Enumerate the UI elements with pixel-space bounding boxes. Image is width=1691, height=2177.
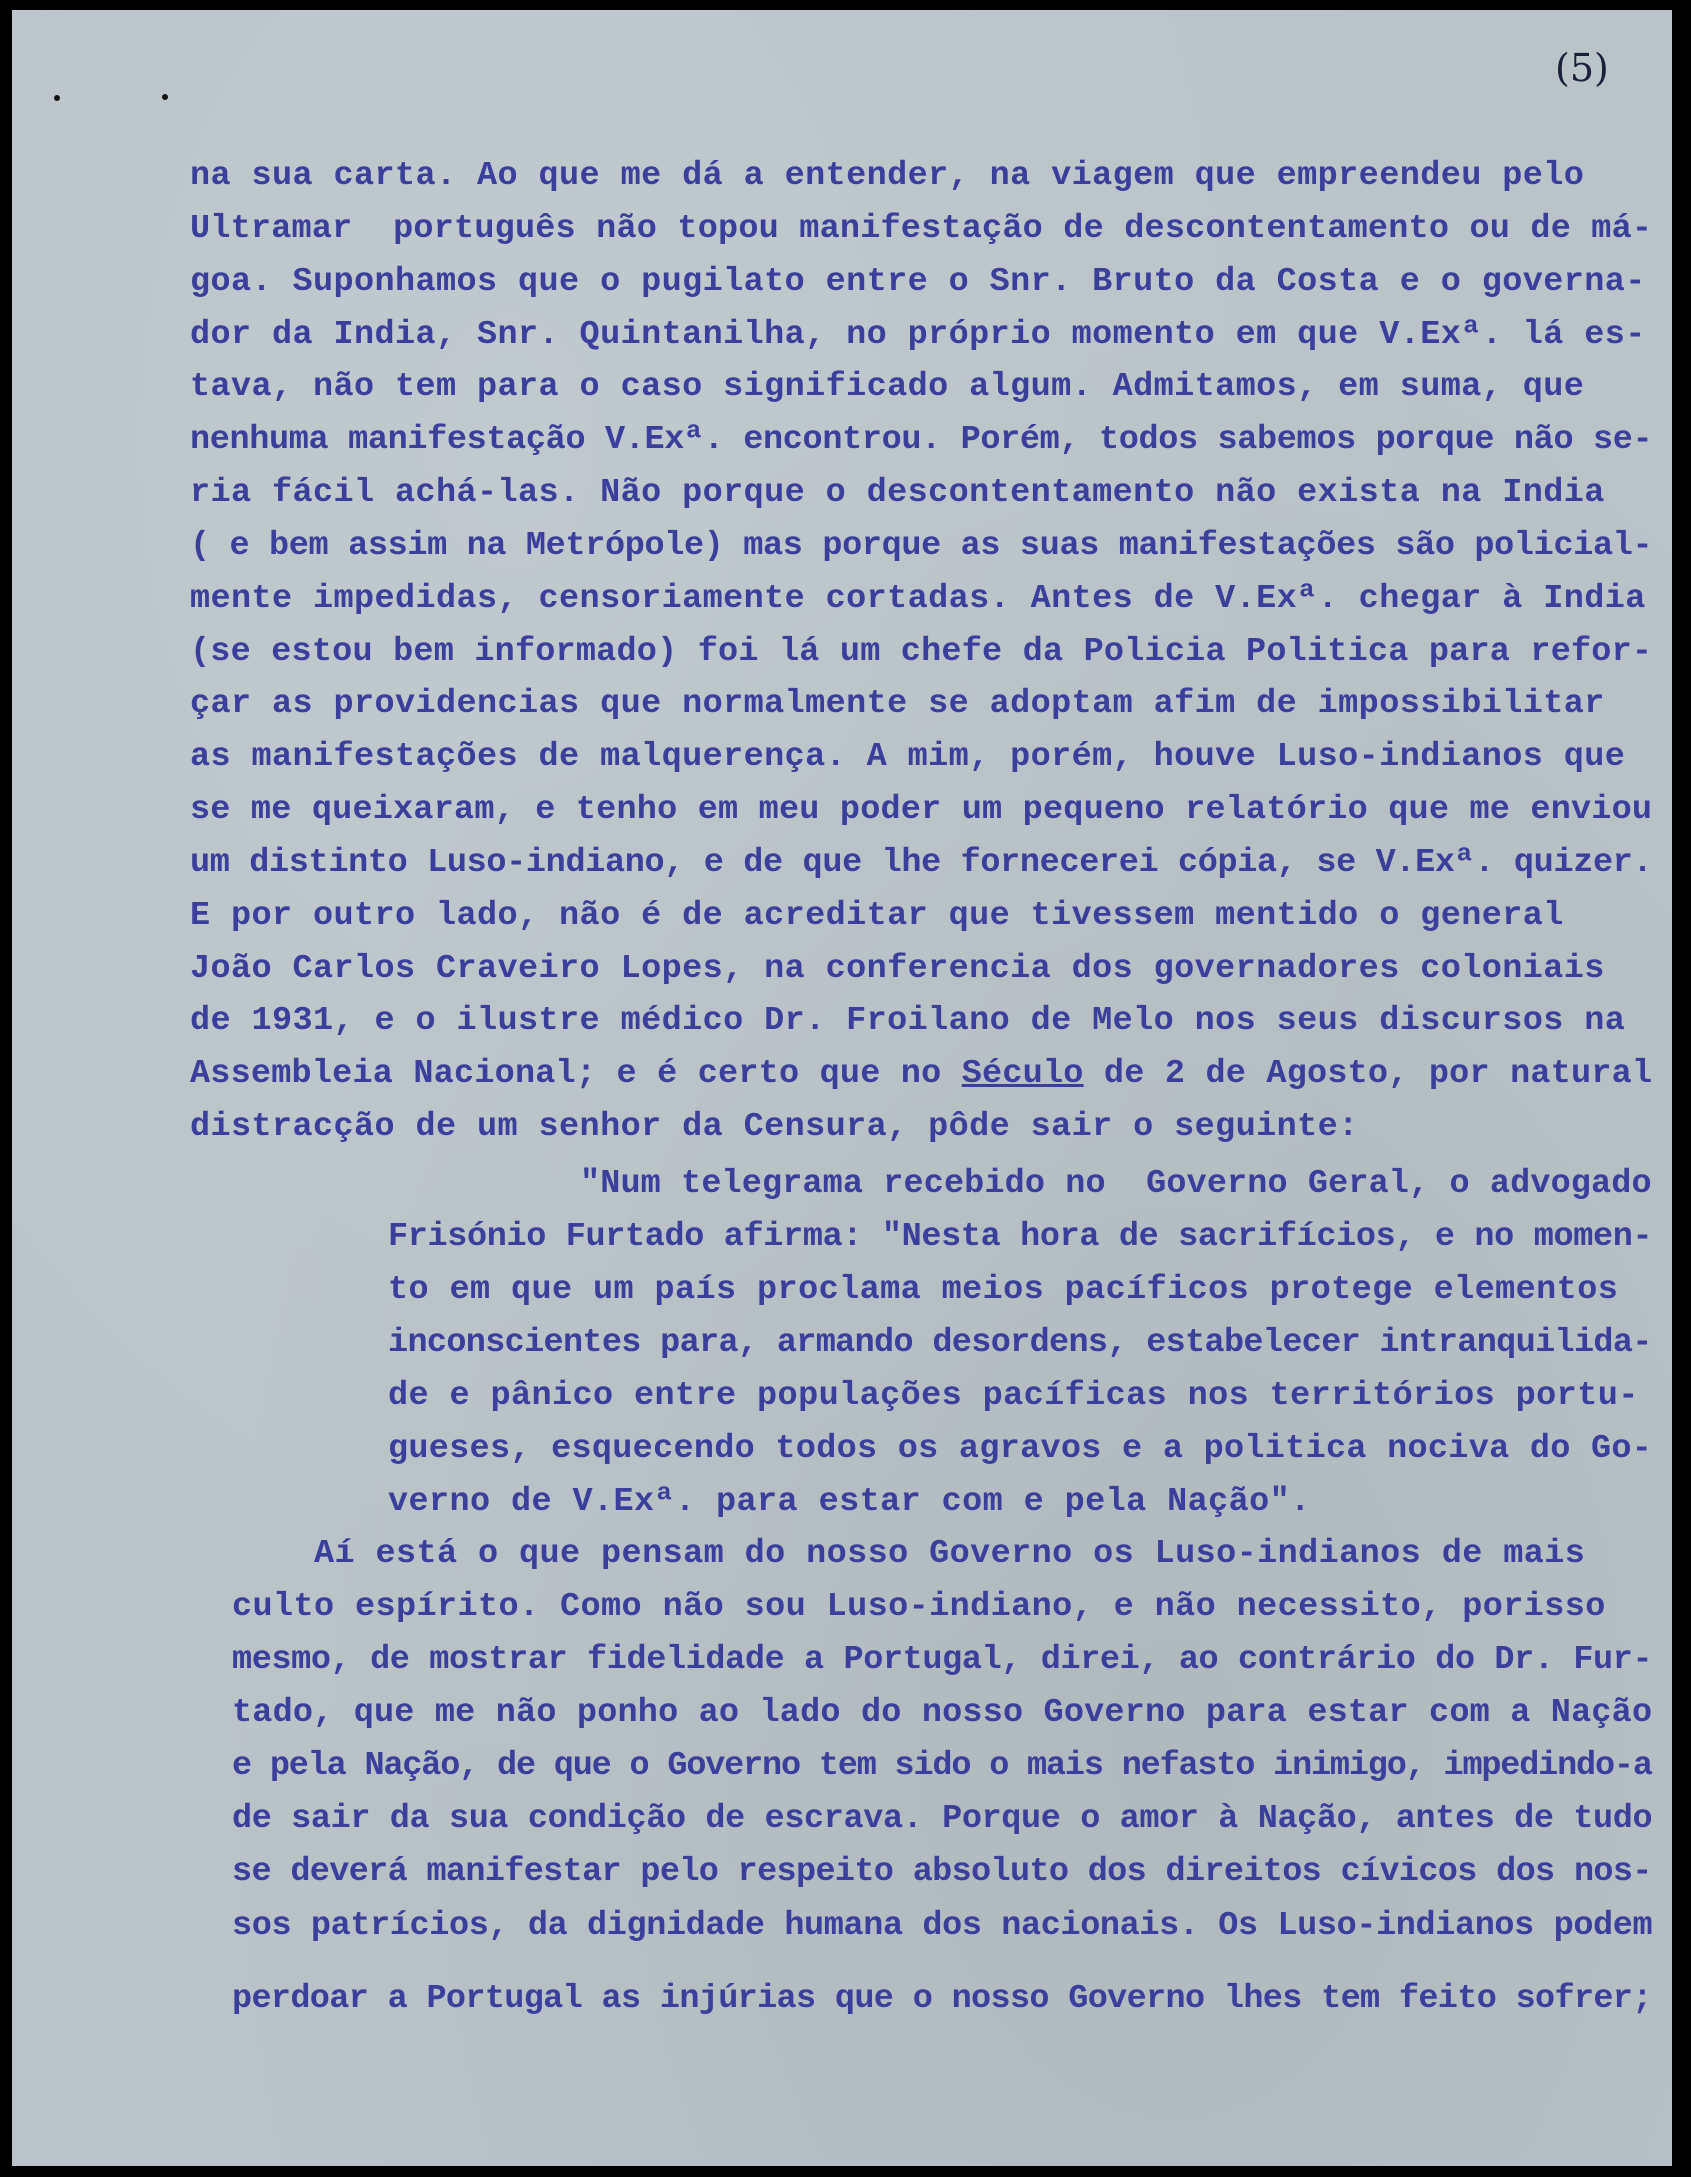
text-line: distracção de um senhor da Censura, pôde sair o seguinte: <box>190 1108 1359 1146</box>
text-fragment: de 2 de Agosto, por natural <box>1083 1055 1653 1093</box>
text-line: Ultramar português não topou manifestação de descontentamento ou de má- <box>190 210 1653 248</box>
quote-line: "Num telegrama recebido no Governo Geral, o advogado <box>580 1165 1652 1203</box>
page-number: (5) <box>1555 46 1609 90</box>
quote-line: verno de V.Exª. para estar com e pela Nação". <box>388 1483 1311 1521</box>
text-line: nenhuma manifestação V.Exª. encontrou. Porém, todos sabemos porque não se- <box>190 421 1653 459</box>
text-line: um distinto Luso-indiano, e de que lhe fornecerei cópia, se V.Exª. quizer. <box>190 844 1653 882</box>
text-line: sos patrícios, da dignidade humana dos nacionais. Os Luso-indianos podem <box>232 1907 1653 1945</box>
text-line: mente impedidas, censoriamente cortadas. Antes de V.Exª. chegar à India <box>190 580 1646 618</box>
text-line: mesmo, de mostrar fidelidade a Portugal, direi, ao contrário do Dr. Fur- <box>232 1641 1653 1679</box>
text-line: E por outro lado, não é de acreditar que tivessem mentido o general <box>190 897 1564 935</box>
text-line: e pela Nação, de que o Governo tem sido o mais nefasto inimigo, impedindo-a <box>232 1747 1652 1785</box>
text-line: de sair da sua condição de escrava. Porque o amor à Nação, antes de tudo <box>232 1800 1653 1838</box>
quote-line: gueses, esquecendo todos os agravos e a politica nociva do Go- <box>388 1430 1653 1468</box>
text-line: çar as providencias que normalmente se adoptam afim de impossibilitar <box>190 685 1605 723</box>
text-line: ( e bem assim na Metrópole) mas porque as suas manifestações são policial- <box>190 527 1653 565</box>
text-line: as manifestações de malquerença. A mim, porém, houve Luso-indianos que <box>190 738 1626 776</box>
text-line: dor da India, Snr. Quintanilha, no próprio momento em que V.Exª. lá es- <box>190 316 1646 354</box>
text-line: na sua carta. Ao que me dá a entender, na viagem que empreendeu pelo <box>190 157 1585 195</box>
text-line <box>190 1055 1653 1093</box>
punch-mark <box>162 94 168 100</box>
newspaper-title: Século <box>961 1055 1084 1093</box>
text-line: perdoar a Portugal as injúrias que o nosso Governo lhes tem feito sofrer; <box>232 1980 1652 2018</box>
text-line: ria fácil achá-las. Não porque o descontentamento não exista na India <box>190 474 1605 512</box>
text-line: de 1931, e o ilustre médico Dr. Froilano de Melo nos seus discursos na <box>190 1002 1626 1040</box>
text-line: se me queixaram, e tenho em meu poder um pequeno relatório que me enviou <box>190 791 1653 829</box>
quote-line: to em que um país proclama meios pacíficos protege elementos <box>388 1271 1619 1309</box>
text-line: se deverá manifestar pelo respeito absoluto dos direitos cívicos dos nos- <box>232 1853 1652 1891</box>
text-line: Aí está o que pensam do nosso Governo os Luso-indianos de mais <box>232 1535 1586 1573</box>
text-line: João Carlos Craveiro Lopes, na conferencia dos governadores coloniais <box>190 950 1605 988</box>
quote-line: inconscientes para, armando desordens, estabelecer intranquilida- <box>388 1324 1652 1362</box>
quote-line: Frisónio Furtado afirma: "Nesta hora de sacrifícios, e no momen- <box>388 1218 1653 1256</box>
text-fragment: Assembleia Nacional; e é certo que no <box>190 1055 962 1093</box>
text-line: tava, não tem para o caso significado algum. Admitamos, em suma, que <box>190 368 1585 406</box>
text-line: tado, que me não ponho ao lado do nosso Governo para estar com a Nação <box>232 1694 1653 1732</box>
text-line: (se estou bem informado) foi lá um chefe da Policia Politica para refor- <box>190 633 1653 671</box>
punch-mark <box>54 95 60 101</box>
text-line: goa. Suponhamos que o pugilato entre o Snr. Bruto da Costa e o governa- <box>190 263 1646 301</box>
text-line: culto espírito. Como não sou Luso-indiano, e não necessito, porisso <box>232 1588 1606 1626</box>
quote-line: de e pânico entre populações pacíficas nos territórios portu- <box>388 1377 1639 1415</box>
